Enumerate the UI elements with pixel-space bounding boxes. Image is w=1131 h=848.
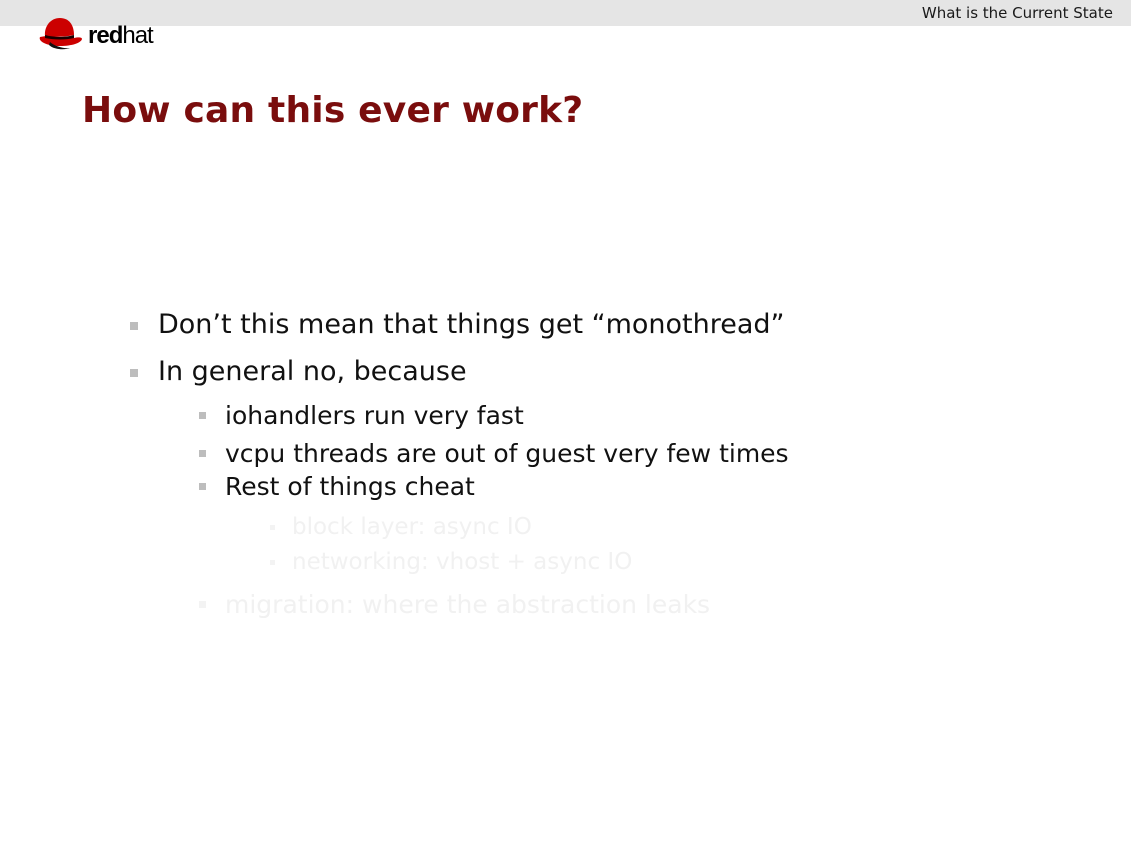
square-bullet-icon	[270, 525, 275, 530]
hidden-subsubbullet-text: networking: vhost + async IO	[292, 549, 633, 575]
subbullet-item	[225, 439, 789, 468]
subbullet-text: vcpu threads are out of guest very few times	[225, 439, 789, 468]
square-bullet-icon	[270, 560, 275, 565]
header-bar	[0, 0, 1131, 26]
hidden-subsubbullet-text: block layer: async IO	[292, 514, 532, 540]
square-bullet-icon	[199, 601, 206, 608]
section-name: What is the Current State	[921, 4, 1113, 22]
square-bullet-icon	[130, 322, 138, 330]
square-bullet-icon	[199, 412, 206, 419]
bullet-item	[158, 356, 467, 387]
hidden-subbullet-item	[225, 590, 710, 619]
redhat-shadowman-icon	[36, 15, 84, 51]
bullet-text: Don’t this mean that things get “monothread”	[158, 309, 785, 340]
square-bullet-icon	[199, 450, 206, 457]
subbullet-text: iohandlers run very fast	[225, 401, 524, 430]
square-bullet-icon	[199, 483, 206, 490]
subbullet-text: Rest of things cheat	[225, 472, 475, 501]
redhat-wordmark: redhat	[88, 22, 153, 49]
square-bullet-icon	[130, 369, 138, 377]
bullet-text: In general no, because	[158, 356, 467, 387]
subbullet-item	[225, 472, 475, 501]
hidden-subsubbullet-item	[292, 549, 632, 575]
hidden-subbullet-text: migration: where the abstraction leaks	[225, 590, 711, 619]
slide-title: How can this ever work?	[82, 90, 584, 131]
hidden-subsubbullet-item	[292, 514, 532, 540]
redhat-logo	[36, 13, 153, 53]
bullet-item	[158, 309, 785, 340]
subbullet-item	[225, 401, 524, 430]
